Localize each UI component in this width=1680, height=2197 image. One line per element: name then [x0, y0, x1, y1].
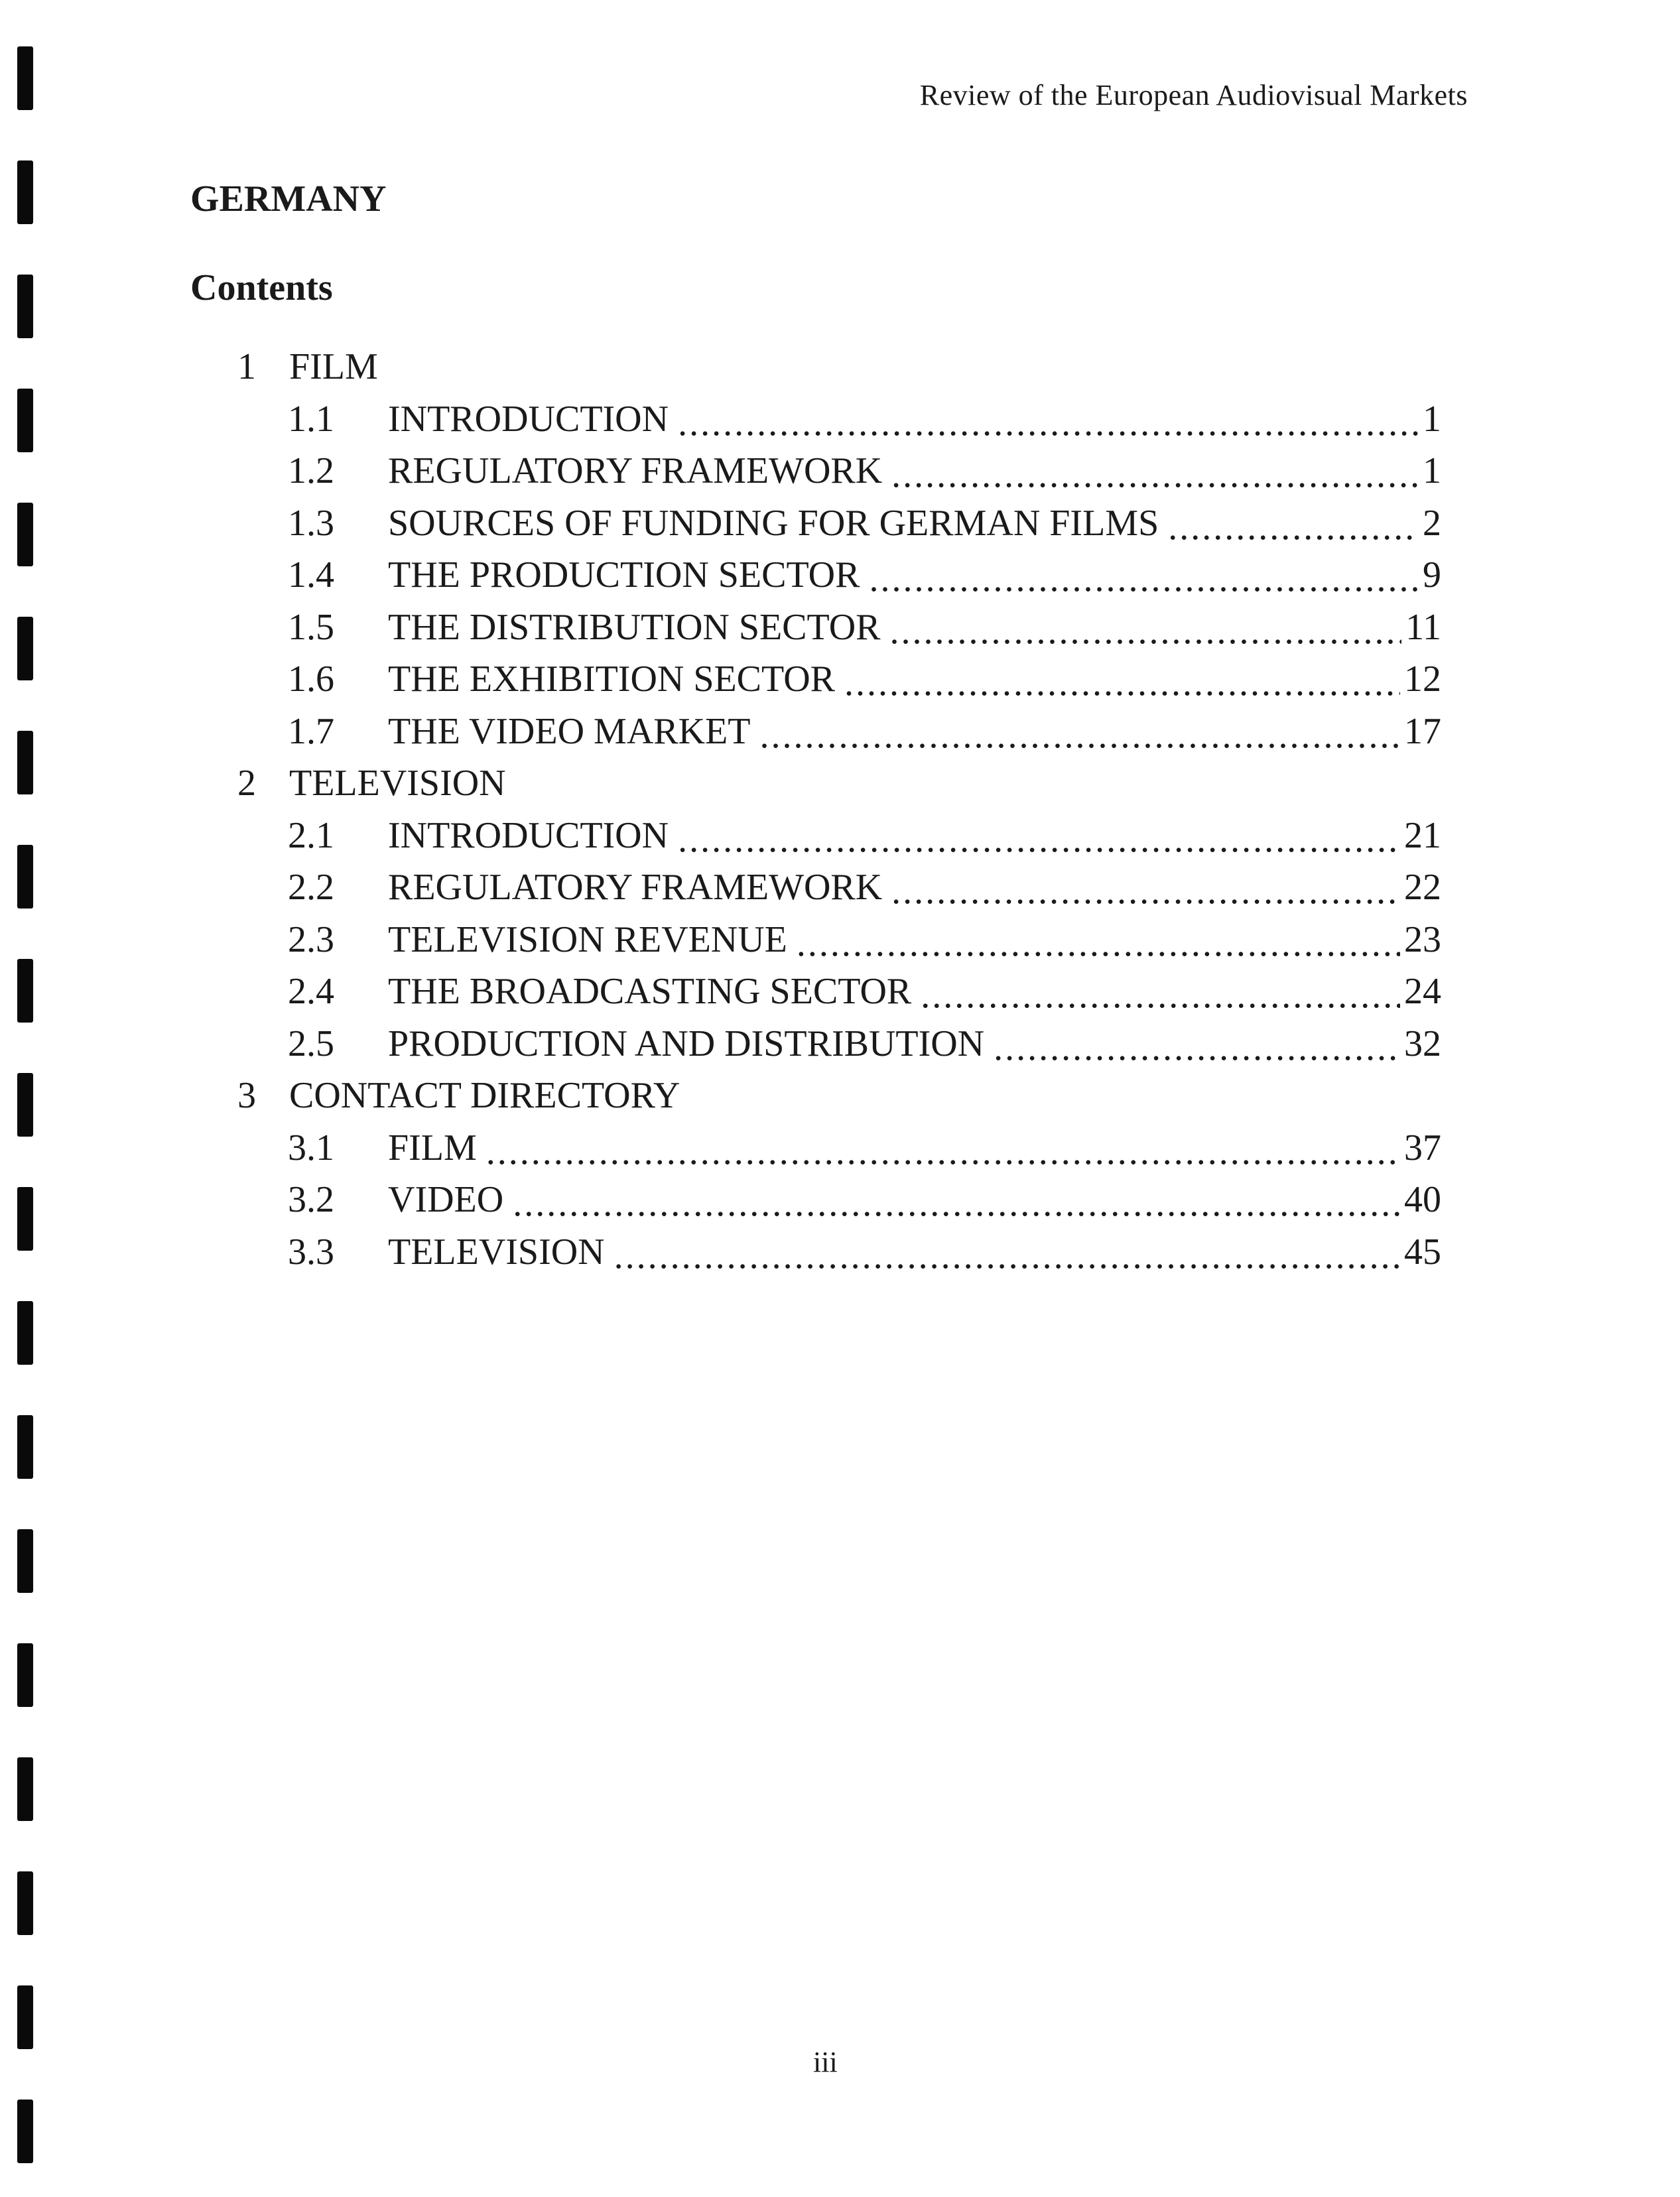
binding-mark	[17, 503, 33, 566]
binding-mark	[17, 1643, 33, 1707]
toc-entry-number: 2.4	[288, 971, 334, 1013]
toc-entry-page: 37	[1404, 1127, 1441, 1168]
toc-entry-page: 1	[1423, 398, 1441, 440]
toc-entry-number: 1.7	[288, 710, 334, 752]
dot-leader	[513, 1182, 1400, 1225]
binding-mark	[17, 1187, 33, 1251]
toc-section-title: CONTACT DIRECTORY	[289, 1075, 680, 1117]
dot-leader	[844, 662, 1400, 704]
toc-entry	[237, 653, 1441, 706]
binding-mark	[17, 1415, 33, 1479]
toc-section-number: 2	[237, 763, 256, 804]
page-number: iii	[813, 2046, 838, 2078]
toc-entry-title: INTRODUCTION	[388, 398, 669, 440]
toc-entry-number: 3.2	[288, 1179, 334, 1221]
dot-leader	[994, 1027, 1400, 1069]
toc-entry-title: VIDEO	[388, 1179, 504, 1221]
toc-entry-title: THE EXHIBITION SECTOR	[388, 659, 836, 700]
toc-entry-page: 11	[1405, 606, 1441, 648]
binding-mark	[17, 617, 33, 680]
toc-entry-title: REGULATORY FRAMEWORK	[388, 450, 883, 492]
toc-entry-page: 45	[1404, 1231, 1441, 1273]
toc-entry	[237, 497, 1441, 550]
toc-entry-page: 17	[1404, 710, 1441, 752]
toc-entry	[237, 861, 1441, 914]
binding-mark	[17, 389, 33, 452]
toc-entry	[237, 393, 1441, 446]
toc-entry-number: 2.5	[288, 1023, 334, 1064]
dot-leader	[921, 974, 1400, 1017]
toc-section-title: TELEVISION	[289, 763, 506, 804]
toc-entry-title: TELEVISION	[388, 1231, 605, 1273]
toc-section	[237, 1070, 1441, 1122]
contents-heading: Contents	[190, 267, 333, 308]
binding-mark	[17, 46, 33, 110]
dot-leader	[678, 818, 1400, 861]
toc-entry-number: 2.3	[288, 918, 334, 960]
dot-leader	[486, 1131, 1400, 1173]
binding-mark	[17, 1301, 33, 1365]
toc-entry-page: 12	[1404, 659, 1441, 700]
dot-leader	[797, 922, 1400, 965]
toc-entry-title: THE DISTRIBUTION SECTOR	[388, 606, 881, 648]
binding-mark	[17, 731, 33, 794]
binding-mark	[17, 1529, 33, 1593]
toc-entry	[237, 549, 1441, 601]
dot-leader	[1168, 506, 1419, 548]
toc-entry-page: 21	[1404, 814, 1441, 856]
dot-leader	[678, 402, 1419, 444]
toc-entry-title: INTRODUCTION	[388, 814, 669, 856]
toc-entry-number: 1.3	[288, 502, 334, 544]
toc-entry-number: 1.2	[288, 450, 334, 492]
binding-mark	[17, 845, 33, 909]
toc-entry-page: 23	[1404, 918, 1441, 960]
toc-entry	[237, 966, 1441, 1018]
toc-entry-title: THE VIDEO MARKET	[388, 710, 751, 752]
toc-entry-number: 1.4	[288, 554, 334, 596]
binding-mark	[17, 2100, 33, 2163]
toc-section-title: FILM	[289, 346, 378, 388]
dot-leader	[869, 558, 1419, 600]
toc-entry-page: 9	[1423, 554, 1441, 596]
toc-entry	[237, 601, 1441, 654]
binding-mark	[17, 1871, 33, 1935]
toc-entry-page: 32	[1404, 1023, 1441, 1064]
dot-leader	[890, 610, 1402, 653]
toc-entry-title: TELEVISION REVENUE	[388, 918, 787, 960]
toc-entry-number: 2.1	[288, 814, 334, 856]
dot-leader	[759, 714, 1400, 757]
table-of-contents	[237, 341, 1441, 1278]
toc-section	[237, 341, 1441, 393]
toc-entry-title: THE BROADCASTING SECTOR	[388, 971, 912, 1013]
toc-entry	[237, 706, 1441, 758]
toc-entry-page: 24	[1404, 971, 1441, 1013]
toc-entry-page: 40	[1404, 1179, 1441, 1221]
toc-entry-page: 2	[1423, 502, 1441, 544]
dot-leader	[891, 870, 1400, 912]
toc-entry-number: 2.2	[288, 867, 334, 909]
toc-entry	[237, 1226, 1441, 1279]
toc-entry	[237, 445, 1441, 497]
binding-mark	[17, 1757, 33, 1821]
dot-leader	[891, 454, 1419, 496]
toc-entry-number: 3.3	[288, 1231, 334, 1273]
binding-mark	[17, 1985, 33, 2049]
binding-mark	[17, 160, 33, 224]
binding-mark	[17, 1073, 33, 1137]
toc-entry-page: 1	[1423, 450, 1441, 492]
toc-entry-number: 3.1	[288, 1127, 334, 1168]
toc-entry-title: PRODUCTION AND DISTRIBUTION	[388, 1023, 985, 1064]
toc-entry-number: 1.5	[288, 606, 334, 648]
toc-section	[237, 757, 1441, 810]
toc-entry-page: 22	[1404, 867, 1441, 909]
binding-mark	[17, 959, 33, 1023]
toc-section-number: 3	[237, 1075, 256, 1117]
toc-entry-title: THE PRODUCTION SECTOR	[388, 554, 860, 596]
toc-entry	[237, 914, 1441, 966]
toc-entry-title: SOURCES OF FUNDING FOR GERMAN FILMS	[388, 502, 1159, 544]
binding-hole-marks	[17, 0, 37, 2197]
toc-section-number: 1	[237, 346, 256, 388]
country-title: GERMANY	[190, 178, 387, 220]
binding-mark	[17, 275, 33, 338]
dot-leader	[614, 1235, 1400, 1277]
toc-entry-number: 1.6	[288, 659, 334, 700]
toc-entry	[237, 1174, 1441, 1226]
toc-entry	[237, 810, 1441, 862]
toc-entry	[237, 1122, 1441, 1174]
running-header: Review of the European Audiovisual Markets	[919, 79, 1468, 111]
toc-entry-number: 1.1	[288, 398, 334, 440]
toc-entry-title: REGULATORY FRAMEWORK	[388, 867, 883, 909]
toc-entry-title: FILM	[388, 1127, 477, 1168]
toc-entry	[237, 1018, 1441, 1070]
